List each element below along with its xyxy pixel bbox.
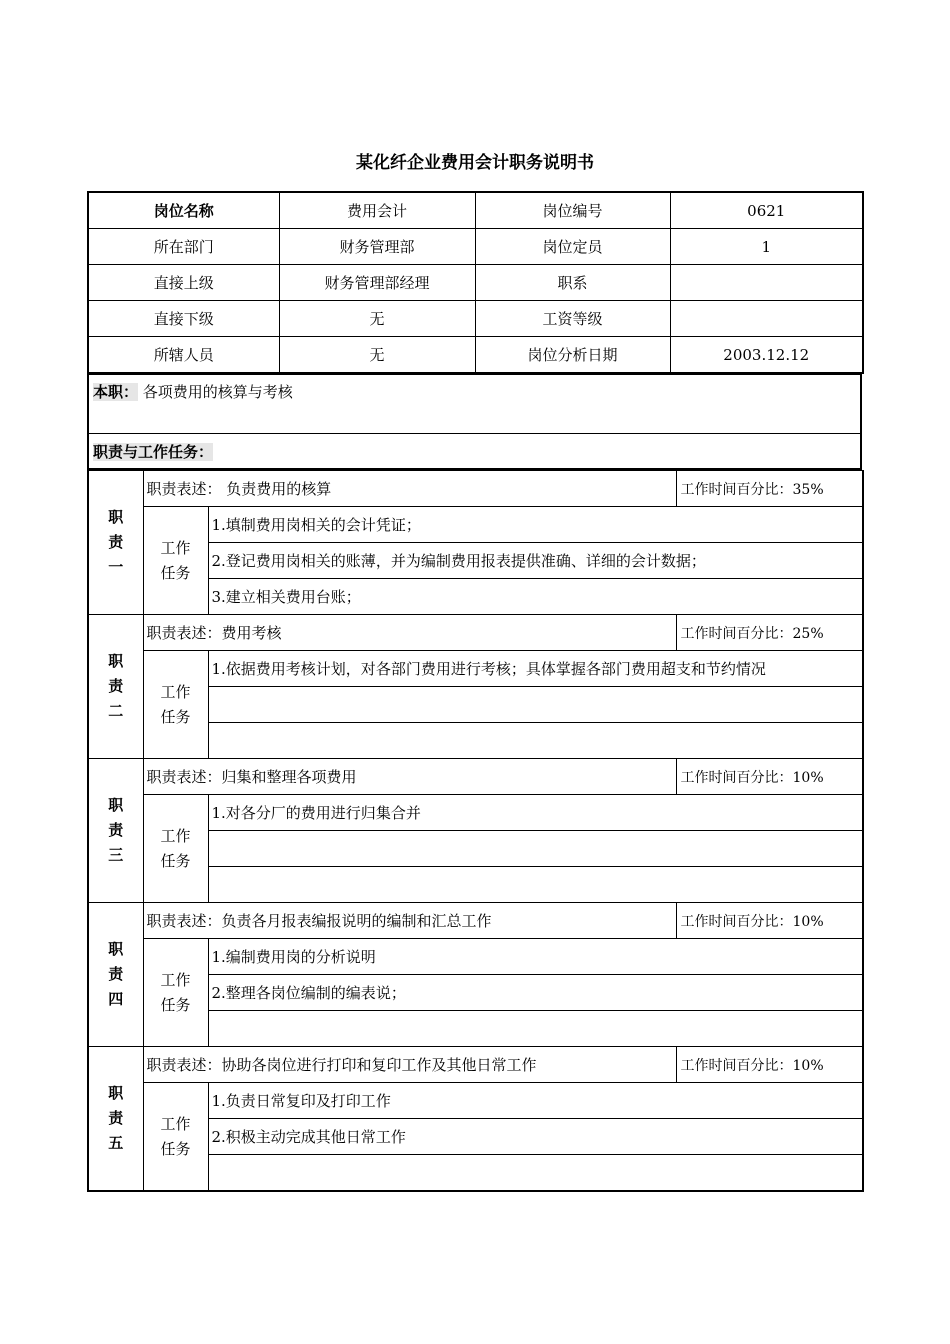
task-item: 3.建立相关费用台账； <box>208 579 863 615</box>
duty-description: 职责表述：协助各岗位进行打印和复印工作及其他日常工作 <box>143 1047 676 1083</box>
info-row <box>88 301 863 337</box>
task-row <box>88 939 863 975</box>
duty-time-percent: 工作时间百分比：10% <box>676 1047 863 1083</box>
benzhi-table <box>87 374 862 470</box>
task-label: 工作 任务 <box>143 939 208 1047</box>
info-label: 所辖人员 <box>88 337 279 374</box>
task-label: 工作 任务 <box>143 507 208 615</box>
info-label: 职系 <box>475 265 670 301</box>
duty-description: 职责表述： 负责费用的核算 <box>143 471 676 507</box>
duty-label: 职 责 三 <box>88 759 143 903</box>
info-value <box>670 265 863 301</box>
task-item: 2.积极主动完成其他日常工作 <box>208 1119 863 1155</box>
info-row <box>88 337 863 374</box>
task-item: 1.填制费用岗相关的会计凭证； <box>208 507 863 543</box>
task-item <box>208 867 863 903</box>
task-item <box>208 723 863 759</box>
info-label: 岗位编号 <box>475 192 670 229</box>
task-label: 工作 任务 <box>143 651 208 759</box>
task-item: 1.对各分厂的费用进行归集合并 <box>208 795 863 831</box>
benzhi-text: 各项费用的核算与考核 <box>142 383 293 401</box>
task-row <box>88 651 863 687</box>
info-label: 所在部门 <box>88 229 279 265</box>
task-row <box>88 1083 863 1119</box>
task-item: 2.登记费用岗相关的账薄，并为编制费用报表提供准确、详细的会计数据； <box>208 543 863 579</box>
info-value: 2003.12.12 <box>670 337 863 374</box>
info-row <box>88 265 863 301</box>
info-value: 费用会计 <box>279 192 475 229</box>
duty-time-percent: 工作时间百分比：10% <box>676 903 863 939</box>
duty-description: 职责表述：费用考核 <box>143 615 676 651</box>
info-label: 岗位定员 <box>475 229 670 265</box>
task-item: 1.编制费用岗的分析说明 <box>208 939 863 975</box>
duty-desc-row <box>88 1047 863 1083</box>
duty-label: 职 责 四 <box>88 903 143 1047</box>
info-value: 1 <box>670 229 863 265</box>
info-row <box>88 192 863 229</box>
duty-label: 职 责 二 <box>88 615 143 759</box>
task-item <box>208 687 863 723</box>
duties-header-cell <box>88 434 861 470</box>
job-description-form <box>87 191 862 1192</box>
duty-time-percent: 工作时间百分比：25% <box>676 615 863 651</box>
basic-info-table <box>87 191 864 374</box>
task-item <box>208 1011 863 1047</box>
info-label: 岗位名称 <box>88 192 279 229</box>
info-label: 岗位分析日期 <box>475 337 670 374</box>
task-row <box>88 507 863 543</box>
info-value: 无 <box>279 337 475 374</box>
info-value <box>670 301 863 337</box>
duty-desc-row <box>88 471 863 507</box>
duty-desc-row <box>88 615 863 651</box>
info-label: 直接下级 <box>88 301 279 337</box>
info-row <box>88 229 863 265</box>
duty-time-percent: 工作时间百分比：35% <box>676 471 863 507</box>
duty-description: 职责表述：负责各月报表编报说明的编制和汇总工作 <box>143 903 676 939</box>
info-label: 直接上级 <box>88 265 279 301</box>
duty-description: 职责表述：归集和整理各项费用 <box>143 759 676 795</box>
task-item: 2.整理各岗位编制的编表说； <box>208 975 863 1011</box>
info-value: 财务管理部 <box>279 229 475 265</box>
duties-header: 职责与工作任务： <box>93 442 214 461</box>
task-label: 工作 任务 <box>143 795 208 903</box>
benzhi-cell <box>88 375 861 434</box>
info-label: 工资等级 <box>475 301 670 337</box>
benzhi-label: 本职： <box>93 383 139 401</box>
info-value: 财务管理部经理 <box>279 265 475 301</box>
document-title: 某化纤企业费用会计职务说明书 <box>356 153 594 173</box>
duty-desc-row <box>88 759 863 795</box>
duties-table <box>87 470 864 1192</box>
task-item: 1.依据费用考核计划，对各部门费用进行考核；具体掌握各部门费用超支和节约情况 <box>208 651 863 687</box>
task-row <box>88 795 863 831</box>
info-value: 无 <box>279 301 475 337</box>
task-item: 1.负责日常复印及打印工作 <box>208 1083 863 1119</box>
task-label: 工作 任务 <box>143 1083 208 1192</box>
duty-time-percent: 工作时间百分比：10% <box>676 759 863 795</box>
task-item <box>208 1155 863 1192</box>
duty-label: 职 责 一 <box>88 471 143 615</box>
duty-label: 职 责 五 <box>88 1047 143 1192</box>
info-value: 0621 <box>670 192 863 229</box>
duty-desc-row <box>88 903 863 939</box>
task-item <box>208 831 863 867</box>
